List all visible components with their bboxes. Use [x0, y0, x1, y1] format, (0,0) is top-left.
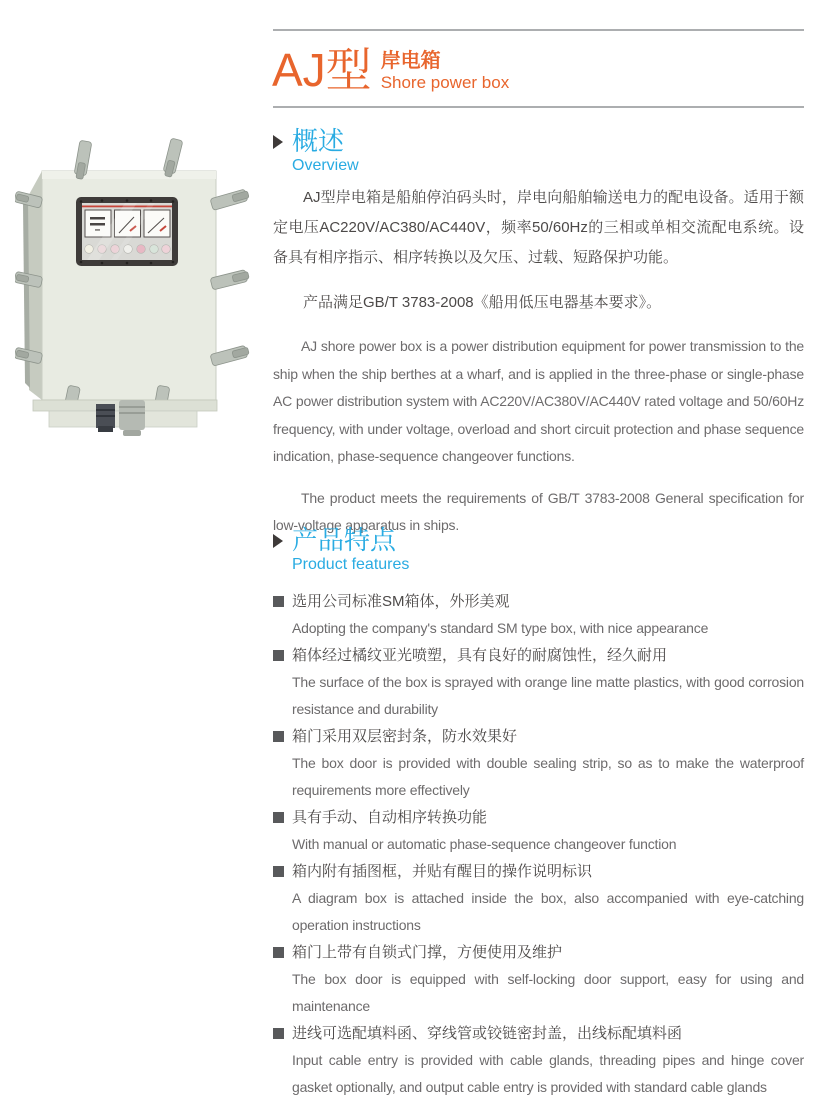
product-name-cn: 岸电箱: [380, 50, 441, 72]
feature-text-cn: 进线可选配填料函、穿线管或铰链密封盖，出线标配填料函: [292, 1025, 683, 1042]
overview-heading-en: Overview: [292, 157, 359, 174]
square-bullet-icon: [273, 596, 284, 607]
feature-item: [273, 642, 804, 723]
title-divider: [273, 106, 804, 108]
feature-item: [273, 723, 804, 804]
feature-row-cn: [273, 642, 804, 669]
feature-item: [273, 588, 804, 642]
features-heading-cn: 产品特点: [292, 525, 397, 555]
feature-item: [273, 1020, 804, 1101]
square-bullet-icon: [273, 731, 284, 742]
feature-text-cn: 具有手动、自动相序转换功能: [292, 809, 488, 826]
feature-item: [273, 804, 804, 858]
feature-row-cn: [273, 804, 804, 831]
section-arrow-icon: [273, 135, 283, 149]
features-heading: [273, 525, 804, 574]
cable-gland-metal: [119, 400, 145, 436]
feature-text-en: The box door is provided with double sealing strip, so as to make the waterproof requirements more effectively: [292, 755, 804, 798]
overview-paragraph-cn: AJ型岸电箱是船舶停泊码头时，岸电向船舶输送电力的配电设备。适用于额定电压AC220V/AC380/AC440V，频率50/60Hz的三相或单相交流配电系统。设备具有相序指示、相序转换以及欠压、过载、短路保护功能。: [273, 189, 804, 266]
features-section: [273, 525, 804, 1101]
product-model: AJ型: [272, 44, 372, 96]
feature-row-cn: [273, 939, 804, 966]
overview-heading-cn: 概述: [292, 126, 345, 156]
overview-paragraph-en: The product meets the requirements of GB/T 3783-2008 General specification for low-voltage apparatus in ships.: [273, 489, 804, 533]
square-bullet-icon: [273, 947, 284, 958]
feature-item: [273, 939, 804, 1020]
top-divider: [273, 29, 804, 31]
overview-heading: [273, 126, 804, 175]
square-bullet-icon: [273, 1028, 284, 1039]
square-bullet-icon: [273, 866, 284, 877]
feature-row-cn: [273, 1020, 804, 1047]
square-bullet-icon: [273, 650, 284, 661]
product-name-stack: [381, 44, 510, 93]
feature-text-cn: 箱门采用双层密封条，防水效果好: [292, 728, 518, 745]
overview-paragraph-en: AJ shore power box is a power distribution equipment for power transmission to the ship when the ship berthes at a wharf, and is applied in the three-phase or single-phase AC power distribution system with AC220V/AC380V/AC440V rated voltage and 50/60Hz frequency, with under voltage, overload and short circuit protection and phase sequence indication, phase-sequence changeover functions.: [273, 338, 804, 464]
feature-list: [273, 588, 804, 1101]
feature-item: [273, 858, 804, 939]
feature-row-cn: [273, 588, 804, 615]
bottom-flange: [33, 400, 217, 436]
meter-window: [76, 197, 178, 266]
feature-row-cn: [273, 723, 804, 750]
feature-text-en: The surface of the box is sprayed with orange line matte plastics, with good corrosion resistance and durability: [292, 674, 804, 717]
feature-text-cn: 箱体经过橘纹亚光喷塑，具有良好的耐腐蚀性，经久耐用: [292, 647, 668, 664]
product-name-en: Shore power box: [380, 73, 510, 92]
overview-section: [273, 126, 804, 554]
feature-text-en: A diagram box is attached inside the box, also accompanied with eye-catching operation instructions: [292, 890, 804, 933]
square-bullet-icon: [273, 812, 284, 823]
features-heading-en: Product features: [292, 556, 410, 573]
overview-paragraph-cn: 产品满足GB/T 3783-2008《船用低压电器基本要求》。: [303, 294, 662, 311]
feature-text-cn: 选用公司标准SM箱体，外形美观: [292, 593, 510, 610]
feature-text-cn: 箱内附有插图框，并贴有醒目的操作说明标识: [292, 863, 593, 880]
product-title-block: [272, 44, 509, 96]
feature-text-cn: 箱门上带有自锁式门撑，方便使用及维护: [292, 944, 563, 961]
feature-text-en: The box door is equipped with self-locking door support, easy for using and maintenance: [292, 971, 804, 1014]
product-photo: [15, 138, 255, 450]
feature-row-cn: [273, 858, 804, 885]
feature-text-en: Adopting the company's standard SM type box, with nice appearance: [292, 620, 709, 636]
feature-text-en: Input cable entry is provided with cable glands, threading pipes and hinge cover gasket optionally, and output cable entry is provided with standard cable glands: [292, 1052, 804, 1095]
section-arrow-icon: [273, 534, 283, 548]
feature-text-en: With manual or automatic phase-sequence changeover function: [292, 836, 677, 852]
cable-gland-dark: [96, 404, 115, 432]
